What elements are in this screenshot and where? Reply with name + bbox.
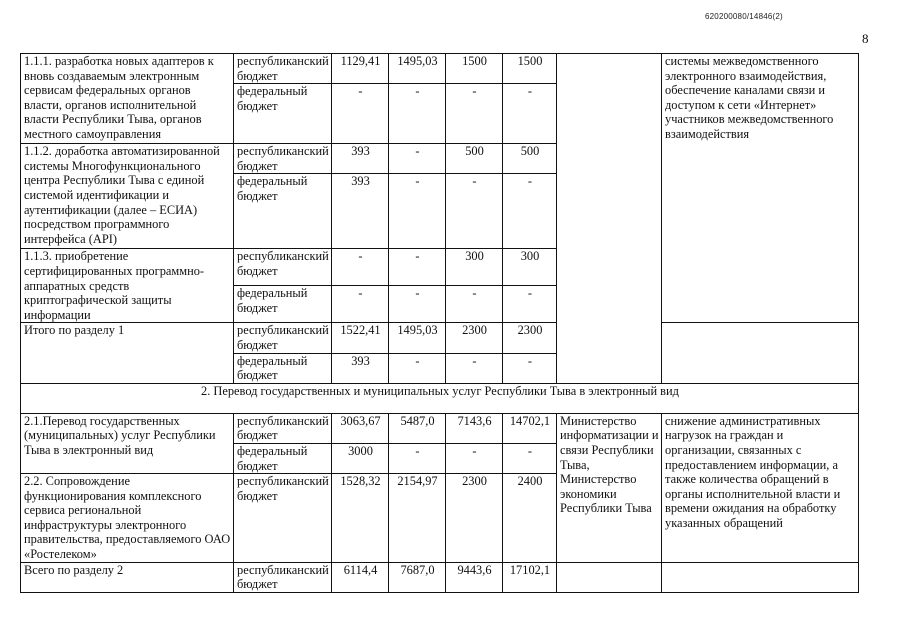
value-cell: -	[389, 249, 446, 286]
total-section-2-label: Всего по разделу 2	[21, 562, 234, 592]
value-cell: 1522,41	[332, 323, 389, 353]
page-number: 8	[862, 31, 869, 46]
value-cell: 2154,97	[389, 474, 446, 563]
funding-source: федеральный бюджет	[234, 353, 332, 383]
measure-name-1-1-3: 1.1.3. приобретение сертифицированных программно-аппаратных средств криптографической защиты информации	[21, 249, 234, 323]
executor-section-2: Министерство информатизации и связи Республики Тыва, Министерство экономики Республики Тыва	[557, 413, 662, 562]
funding-source: республиканский бюджет	[234, 323, 332, 353]
value-cell: 9443,6	[446, 562, 503, 592]
section-2-title: 2. Перевод государственных и муниципальных услуг Республики Тыва в электронный вид	[21, 383, 859, 413]
value-cell: -	[446, 84, 503, 144]
value-cell: -	[446, 286, 503, 323]
executor-cell	[557, 54, 662, 384]
value-cell: 393	[332, 174, 389, 249]
value-cell: 1500	[446, 54, 503, 84]
funding-source: республиканский бюджет	[234, 144, 332, 174]
value-cell: 393	[332, 144, 389, 174]
measure-name-2-1: 2.1.Перевод государственных (муниципальных) услуг Республики Тыва в электронный вид	[21, 413, 234, 473]
table-row	[21, 323, 859, 353]
table-row	[21, 413, 859, 443]
value-cell: 1500	[503, 54, 557, 84]
funding-source: республиканский бюджет	[234, 562, 332, 592]
value-cell: 1495,03	[389, 54, 446, 84]
value-cell: -	[503, 286, 557, 323]
expected-result-1: системы межведомственного электронного взаимодействия, обеспечение каналами связи и доступом к сети «Интернет» участников межведомственного взаимодействия	[662, 54, 859, 323]
value-cell: -	[389, 353, 446, 383]
value-cell: 2300	[503, 323, 557, 353]
measure-name-2-2: 2.2. Сопровождение функционирования комплексного сервиса региональной инфраструктуры электронного правительства, предоставляемого ОАО «Ростелеком»	[21, 474, 234, 563]
value-cell: -	[503, 353, 557, 383]
value-cell: 5487,0	[389, 413, 446, 443]
value-cell: -	[332, 84, 389, 144]
value-cell: 14702,1	[503, 413, 557, 443]
value-cell: 300	[503, 249, 557, 286]
value-cell: 1129,41	[332, 54, 389, 84]
budget-table	[20, 53, 859, 593]
value-cell: -	[389, 443, 446, 473]
executor-empty-cell	[557, 562, 662, 592]
value-cell: -	[446, 353, 503, 383]
value-cell: 3000	[332, 443, 389, 473]
expected-result-2: снижение административных нагрузок на граждан и организации, связанных с предоставлением информации, а также количества обращений в органы исполнительной власти и времени ожидания на обработку указанных обращений	[662, 413, 859, 562]
value-cell: -	[332, 286, 389, 323]
value-cell: -	[389, 286, 446, 323]
value-cell: 17102,1	[503, 562, 557, 592]
measure-name-1-1-1: 1.1.1. разработка новых адаптеров к вновь создаваемым электронным сервисам федеральных органов власти, органов исполнительной власти Республики Тыва, органов местного самоуправления	[21, 54, 234, 144]
value-cell: -	[446, 443, 503, 473]
total-section-1-label: Итого по разделу 1	[21, 323, 234, 383]
funding-source: республиканский бюджет	[234, 249, 332, 286]
value-cell: -	[389, 84, 446, 144]
value-cell: 1495,03	[389, 323, 446, 353]
funding-source: федеральный бюджет	[234, 286, 332, 323]
funding-source: федеральный бюджет	[234, 84, 332, 144]
document-code: 620200080/14846(2)	[705, 12, 783, 21]
value-cell: 2300	[446, 474, 503, 563]
value-cell: 2400	[503, 474, 557, 563]
value-cell: -	[446, 174, 503, 249]
value-cell: 500	[503, 144, 557, 174]
table-row	[21, 383, 859, 413]
value-cell: 500	[446, 144, 503, 174]
value-cell: 300	[446, 249, 503, 286]
value-cell: -	[332, 249, 389, 286]
value-cell: 6114,4	[332, 562, 389, 592]
value-cell: -	[503, 443, 557, 473]
value-cell: -	[389, 144, 446, 174]
value-cell: -	[389, 174, 446, 249]
value-cell: 2300	[446, 323, 503, 353]
result-empty-cell	[662, 562, 859, 592]
funding-source: федеральный бюджет	[234, 174, 332, 249]
measure-name-1-1-2: 1.1.2. доработка автоматизированной системы Многофункционального центра Республики Тыва с единой системой идентификации и аутентификации (далее – ЕСИА) посредством программного интерфейса (API)	[21, 144, 234, 249]
value-cell: -	[503, 174, 557, 249]
value-cell: 1528,32	[332, 474, 389, 563]
value-cell: -	[503, 84, 557, 144]
value-cell: 393	[332, 353, 389, 383]
table-row	[21, 562, 859, 592]
funding-source: республиканский бюджет	[234, 54, 332, 84]
table-row	[21, 54, 859, 84]
value-cell: 7143,6	[446, 413, 503, 443]
funding-source: федеральный бюджет	[234, 443, 332, 473]
funding-source: республиканский бюджет	[234, 474, 332, 563]
value-cell: 3063,67	[332, 413, 389, 443]
value-cell: 7687,0	[389, 562, 446, 592]
funding-source: республиканский бюджет	[234, 413, 332, 443]
result-empty-cell	[662, 323, 859, 383]
